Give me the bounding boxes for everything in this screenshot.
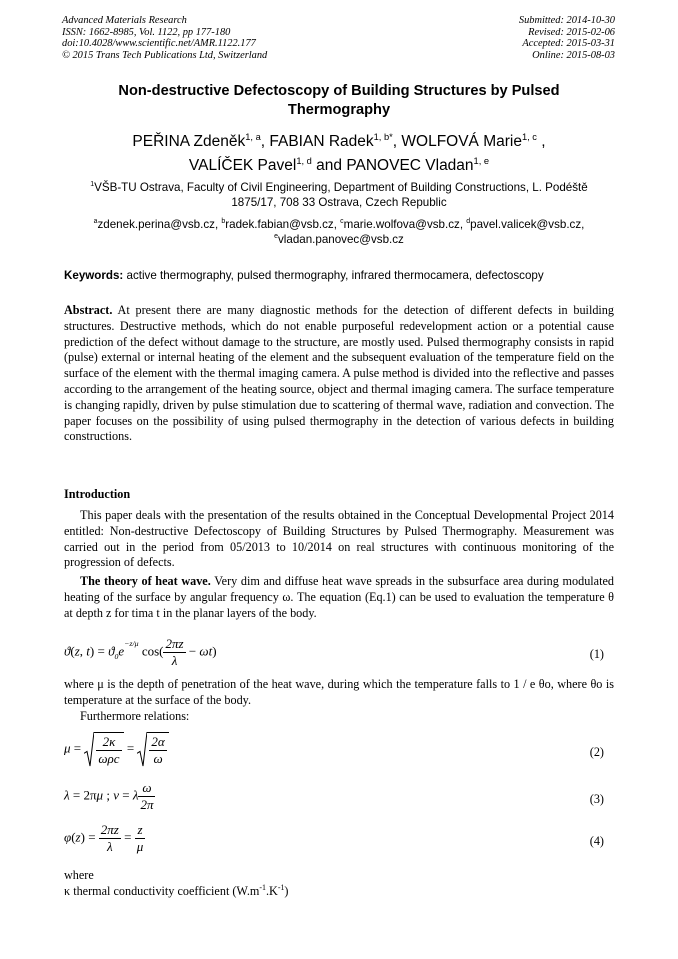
date-submitted: Submitted: 2014-10-30 xyxy=(518,15,615,26)
journal-issn: ISSN: 1662-8985, Vol. 1122, pp 177-180 xyxy=(62,26,231,38)
equation-number: (4) xyxy=(589,834,604,848)
author-affil-mark: 1, d xyxy=(296,155,312,166)
equation-2: μ = $\frac{2\kappa}{\text{ωρc}}$ = $\frac{2\alpha}{\omega}$ xyxy=(64,732,169,767)
paper-title xyxy=(64,82,614,120)
theory-label: The theory of heat wave. xyxy=(80,574,211,588)
email-link[interactable]: zdenek.perina@vsb.cz xyxy=(97,218,215,231)
email-link[interactable]: radek.fabian@vsb.cz xyxy=(225,218,334,231)
equation-3: λ = 2πμ ; ν = λ $\frac{\omega}{2\pi}$ xyxy=(64,780,154,812)
equation-1: ϑ(z, $t) = ϑ_0e^{-z/\mu}$ cos( $\frac{2\pi z}{\lambda}$ − ωt) xyxy=(64,636,217,668)
kappa-symbol: κ xyxy=(64,884,71,898)
date-accepted: Accepted: 2015-03-31 xyxy=(522,38,615,50)
author-name: WOLFOVÁ Marie xyxy=(401,133,522,150)
author-affil-mark: 1, a xyxy=(245,131,261,142)
journal-copyright: © 2015 Trans Tech Publications Ltd, Switzerland xyxy=(62,49,268,61)
journal-info xyxy=(62,15,267,61)
where-text: where xyxy=(64,868,94,882)
section-heading-introduction: Introduction xyxy=(64,487,131,501)
introduction-paragraph: This paper deals with the presentation of the results obtained in the Conceptual Developmental Project 2014 entitled: Non-destructive Defectoscopy of Building Structures by Pulsed Thermography. Measurement was carried out in the period from 05/2013 to 10/2014 on real structures with continuous monitoring of the progression of defects. xyxy=(64,508,614,570)
author-emails: $^a$zdenek.perina@vsb.cz, $^b$radek.fabian@vsb.cz, $^c$marie.wolfova@vsb.cz, $^d$pavel.valicek@vsb.cz, $^e$vladan.panovec@vsb.cz xyxy=(93,218,585,246)
equation-number: (2) xyxy=(589,745,604,759)
author-affil-mark: 1, e xyxy=(473,155,490,166)
email-link[interactable]: marie.wolfova@vsb.cz xyxy=(343,218,460,231)
author-list: PEŘINA Zdeněk$^{1, a}$, FABIAN Radek$^{1, b*}$, WOLFOVÁ Marie$^{1, c}$ , VALÍČEK Pavel$^{1, d}$ and PANOVEC Vladan$^{1, e}$ xyxy=(132,131,546,174)
author-affil-mark: 1, b* xyxy=(373,131,393,142)
equation-1-explanation: where μ is the depth of penetration of the heat wave, during which the temperature falls to 1 / e θo, where θo is temperature at the surface of the body. xyxy=(64,677,614,707)
author-affil-mark: 1, c xyxy=(521,131,537,142)
theory-text: Very dim and diffuse heat wave spreads in the subsurface area during modulated heating of the surface by angular frequency ω. The equation (Eq.1) can be used to evaluation the temperature θ at depth z for tima t in the planar layers of the body. xyxy=(64,574,614,620)
abstract xyxy=(64,303,614,445)
date-online: Online: 2015-08-03 xyxy=(532,49,615,61)
date-revised: Revised: 2015-02-06 xyxy=(528,26,615,38)
author-name: FABIAN Radek xyxy=(269,133,374,150)
author-name: PEŘINA Zdeněk xyxy=(132,133,246,150)
title-line-1: Non-destructive Defectoscopy of Building Structures by Pulsed xyxy=(118,83,560,99)
abstract-text: At present there are many diagnostic methods for the detection of different defects in building structures. Destructive methods, which do not enable purposeful redevelopment action or a potential cause prediction of the defect without damage to the structure, are mostly used. Pulsed thermography consists in rapid (pulse) external or internal heating of the element and the subsequent evaluation of the temperature field on the surface of the element with the thermal imaging camera. A pulse method is divided into the reflective and passes according to the arrangement of the heating source, object and thermal imaging camera. The surface temperature is changing rapidly, driven by pulse stimulation due to scattering of thermal wave, radiation and convection. The paper focuses on the possibility of using pulsed thermography in the detection of various defects in building constructions. xyxy=(64,303,614,444)
keywords-text: active thermography, pulsed thermography, infrared thermocamera, defectoscopy xyxy=(123,269,544,282)
affiliation-line-1: VŠB-TU Ostrava, Faculty of Civil Engineering, Department of Building Constructions, L. Podéště xyxy=(94,181,588,194)
email-link[interactable]: pavel.valicek@vsb.cz xyxy=(470,218,582,231)
title-line-2: Thermography xyxy=(287,102,391,118)
journal-name: Advanced Materials Research xyxy=(62,15,187,26)
equation-number: (1) xyxy=(589,647,604,661)
abstract-label: Abstract. xyxy=(64,303,113,317)
author-name: PANOVEC Vladan xyxy=(346,157,474,174)
affiliation-line-2: 1875/17, 708 33 Ostrava, Czech Republic xyxy=(231,196,447,209)
theory-paragraph xyxy=(64,574,614,621)
keywords xyxy=(64,268,614,283)
email-link[interactable]: vladan.panovec@vsb.cz xyxy=(278,233,404,246)
equation-number: (3) xyxy=(589,792,604,806)
keywords-label: Keywords: xyxy=(64,269,124,282)
affiliation: $^1$VŠB-TU Ostrava, Faculty of Civil Engineering, Department of Building Constructions, L. Podéště 1875/17, 708 33 Ostrava, Czech Republic xyxy=(64,180,614,210)
submission-dates xyxy=(519,15,615,61)
journal-doi: doi:10.4028/www.scientific.net/AMR.1122.177 xyxy=(62,38,256,50)
symbol-definition-kappa: κ thermal conductivity coefficient $(W.m^{-1}.K^{-1})$ xyxy=(64,882,289,898)
equation-4: φ(z) = $\frac{2\pi z}{\lambda}$ = $\frac{z}{\mu}$ xyxy=(64,822,144,854)
author-name: VALÍČEK Pavel xyxy=(188,157,297,174)
furthermore-text: Furthermore relations: xyxy=(80,709,190,723)
